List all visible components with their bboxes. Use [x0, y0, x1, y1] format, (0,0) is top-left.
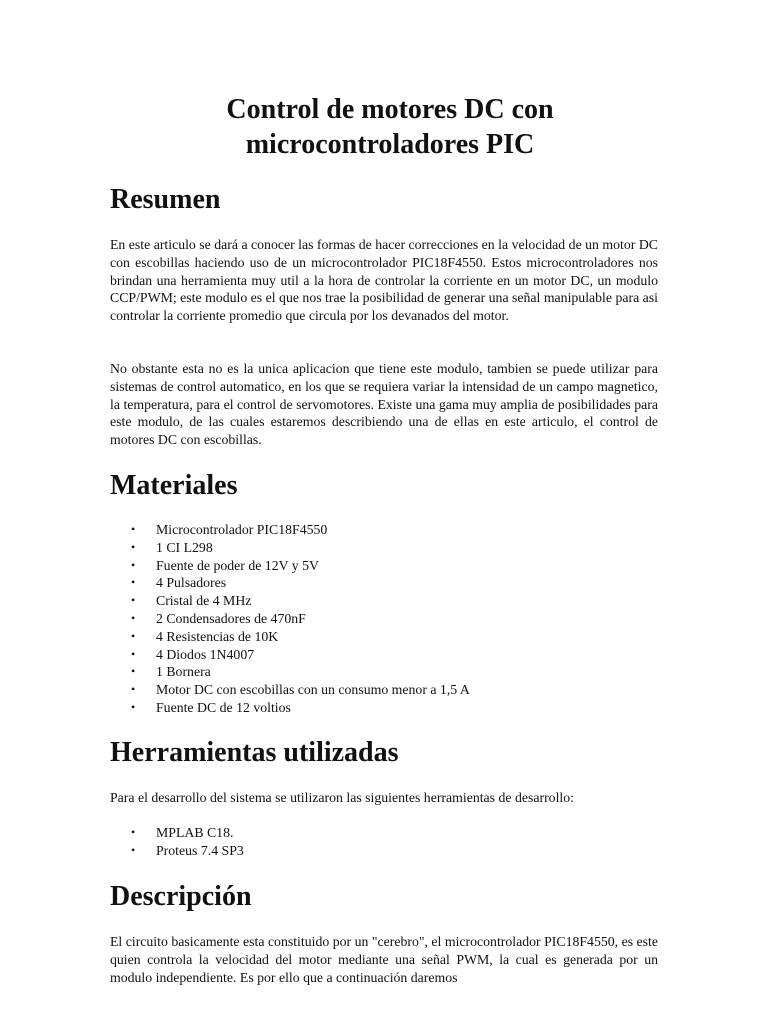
heading-resumen: Resumen	[110, 184, 221, 215]
list-item: • 4 Resistencias de 10K	[131, 628, 279, 644]
list-item: • 2 Condensadores de 470nF	[131, 610, 306, 626]
document-title	[190, 92, 590, 162]
bullet-icon: •	[131, 682, 136, 697]
list-item: • Motor DC con escobillas con un consumo menor a 1,5 A	[131, 682, 470, 698]
bullet-icon: •	[131, 628, 136, 643]
bullet-icon: •	[131, 664, 136, 679]
list-item: • 4 Pulsadores	[131, 575, 227, 591]
list-item: • 4 Diodos 1N4007	[131, 646, 255, 662]
bullet-icon: •	[131, 539, 136, 554]
resumen-paragraph-1: En este articulo se dará a conocer las formas de hacer correcciones en la velocidad de un motor DC con escobillas haciendo uso de un microcontrolador PIC18F4550. Estos microcontroladores nos brindan una herramienta muy util a la hora de controlar la corriente en un motor DC, un modulo CCP/PWM; este modulo es el que nos trae la posibilidad de generar una señal manipulable para asi controlar la corriente promedio que circula por los devanados del motor.	[110, 237, 658, 324]
bullet-icon: •	[131, 610, 136, 625]
bullet-icon: •	[131, 842, 136, 857]
descripcion-paragraph-1: El circuito basicamente esta constituido por un "cerebro", el microcontrolador PIC18F4550, es este quien controla la velocidad del motor mediante una señal PWM, la cual es generada por un modulo independiente. Es por ello que a continuación daremos	[110, 934, 658, 985]
bullet-icon: •	[131, 699, 136, 714]
list-item: • 1 CI L298	[131, 539, 213, 555]
herramientas-list	[110, 824, 244, 860]
bullet-icon: •	[131, 557, 136, 572]
list-item: • Microcontrolador PIC18F4550	[131, 522, 328, 537]
list-item: • 1 Bornera	[131, 664, 211, 680]
list-item: • MPLAB C18.	[131, 825, 234, 840]
heading-materiales: Materiales	[110, 470, 238, 501]
title-line-1: Control de motores DC con	[226, 94, 554, 125]
heading-herramientas: Herramientas utilizadas	[110, 737, 399, 768]
bullet-icon: •	[131, 593, 136, 608]
resumen-paragraph-2: No obstante esta no es la unica aplicacion que tiene este modulo, tambien se puede utilizar para sistemas de control automatico, en los que se requiera variar la intensidad de un campo magnetico, la temperatura, para el control de servomotores. Existe una gama muy amplia de posibilidades para este modulo, de las cuales estaremos describiendo una de ellas en este articulo, el control de motores DC con escobillas.	[110, 361, 658, 448]
bullet-icon: •	[131, 522, 136, 536]
bullet-icon: •	[131, 646, 136, 661]
list-item: • Cristal de 4 MHz	[131, 593, 252, 609]
title-line-2: microcontroladores PIC	[245, 129, 535, 160]
materiales-list	[110, 521, 470, 717]
heading-descripcion: Descripción	[110, 881, 252, 912]
herramientas-intro: Para el desarrollo del sistema se utilizaron las siguientes herramientas de desarrollo:	[110, 790, 574, 805]
bullet-icon: •	[131, 575, 136, 590]
list-item: • Fuente DC de 12 voltios	[131, 699, 291, 715]
list-item: • Fuente de poder de 12V y 5V	[131, 557, 319, 573]
list-item: • Proteus 7.4 SP3	[131, 842, 244, 858]
bullet-icon: •	[131, 825, 136, 839]
